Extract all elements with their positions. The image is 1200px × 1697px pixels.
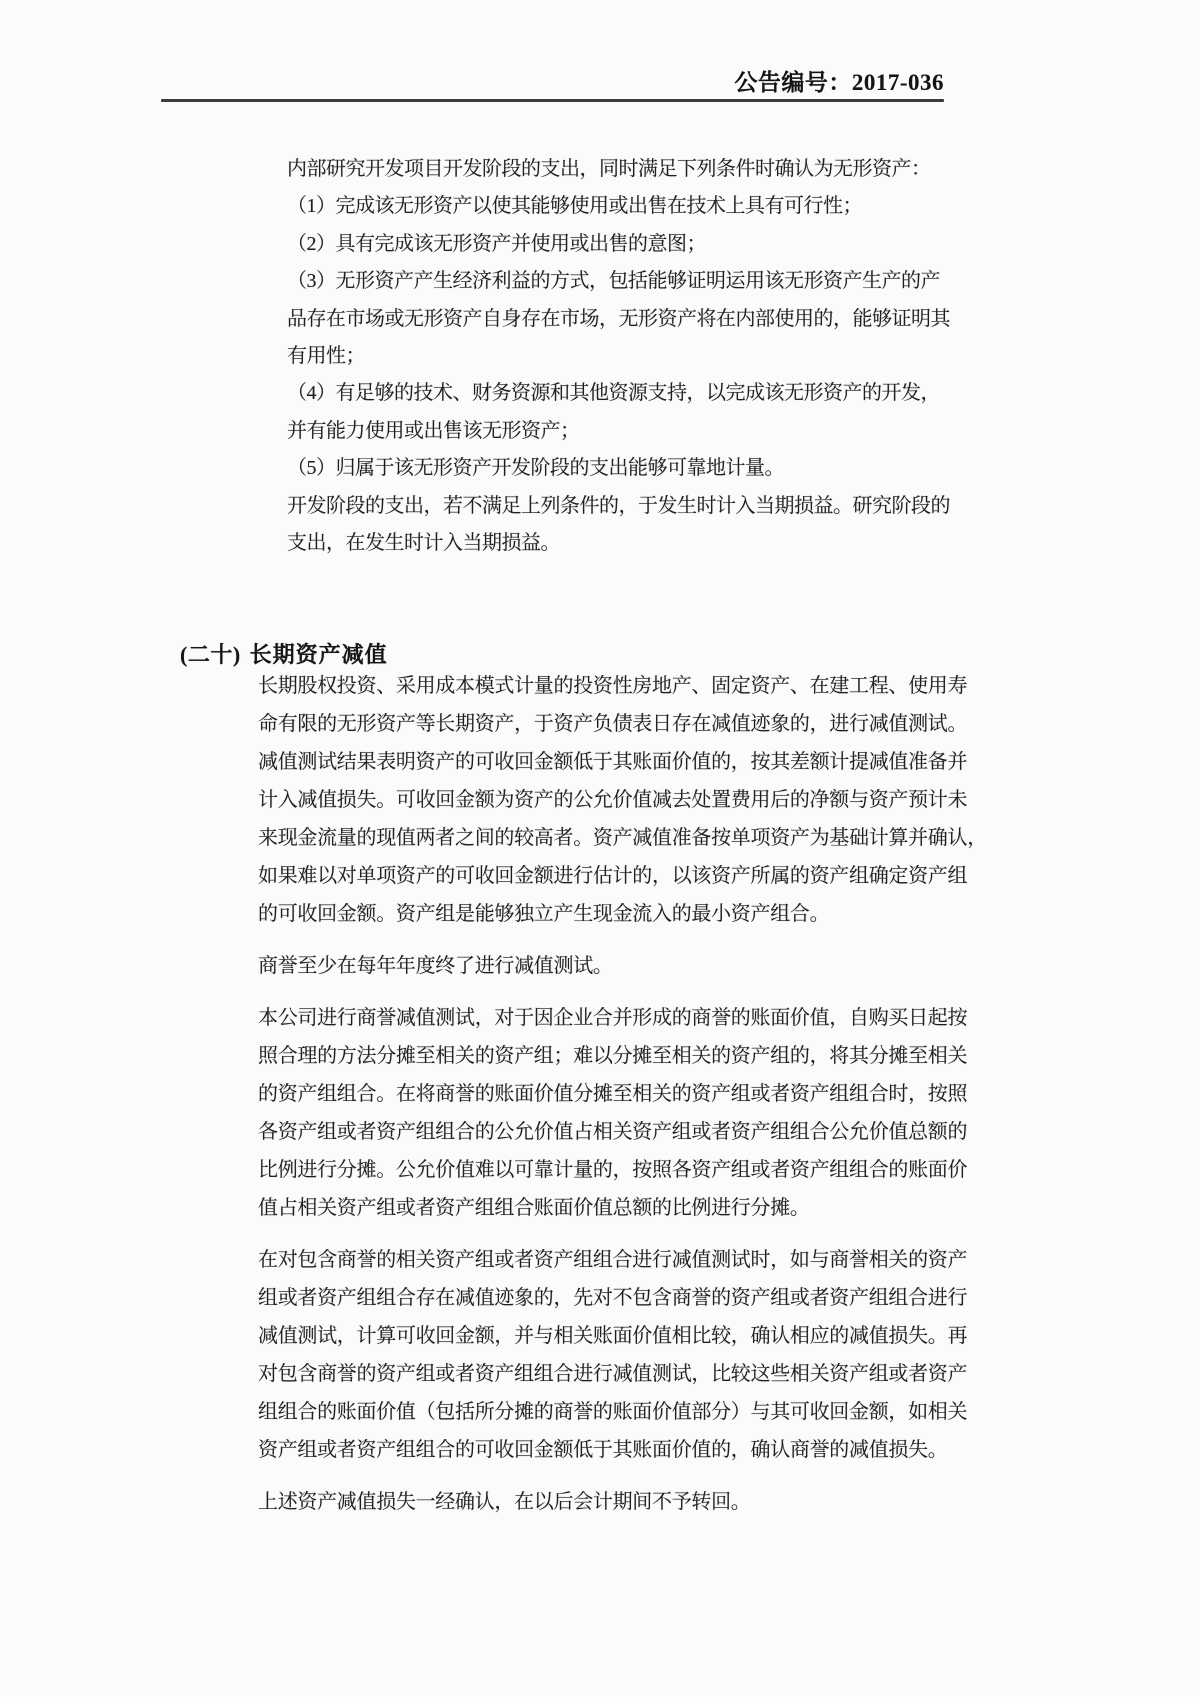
section-20-heading bbox=[180, 638, 388, 669]
section-20-number: (二十) bbox=[180, 642, 241, 667]
header-rule bbox=[161, 99, 944, 102]
text-line: 来现金流量的现值两者之间的较高者。资产减值准备按单项资产为基础计算并确认， bbox=[258, 827, 987, 849]
section-20-body bbox=[258, 667, 987, 1535]
text-line: （4）有足够的技术、财务资源和其他资源支持，以完成该无形资产的开发， bbox=[287, 382, 940, 405]
text-line: 的可收回金额。资产组是能够独立产生现金流入的最小资产组合。 bbox=[258, 903, 830, 925]
text-line: 有用性； bbox=[287, 344, 365, 367]
text-line: 对包含商誉的资产组或者资产组组合进行减值测试，比较这些相关资产组或者资产 bbox=[258, 1363, 968, 1385]
text-line: 上述资产减值损失一经确认，在以后会计期间不予转回。 bbox=[258, 1491, 751, 1513]
text-line: 品存在市场或无形资产自身存在市场，无形资产将在内部使用的，能够证明其 bbox=[287, 307, 950, 330]
text-line: 本公司进行商誉减值测试，对于因企业合并形成的商誉的账面价值，自购买日起按 bbox=[258, 1007, 968, 1029]
paragraph bbox=[258, 1483, 974, 1521]
intangible-asset-criteria-block bbox=[287, 151, 955, 562]
text-line: 组组合的账面价值（包括所分摊的商誉的账面价值部分）与其可收回金额，如相关 bbox=[258, 1401, 968, 1423]
text-line: 商誉至少在每年年度终了进行减值测试。 bbox=[258, 955, 613, 977]
text-line: （1）完成该无形资产以使其能够使用或出售在技术上具有可行性； bbox=[287, 195, 862, 218]
text-line: 组或者资产组组合存在减值迹象的，先对不包含商誉的资产组或者资产组组合进行 bbox=[258, 1287, 968, 1309]
section-20-title: 长期资产减值 bbox=[249, 642, 388, 667]
text-line: 照合理的方法分摊至相关的资产组；难以分摊至相关的资产组的，将其分摊至相关 bbox=[258, 1045, 968, 1067]
text-line: （5）归属于该无形资产开发阶段的支出能够可靠地计量。 bbox=[287, 457, 784, 480]
text-line: 计入减值损失。可收回金额为资产的公允价值减去处置费用后的净额与资产预计未 bbox=[258, 789, 968, 811]
text-line: 长期股权投资、采用成本模式计量的投资性房地产、固定资产、在建工程、使用寿 bbox=[258, 675, 968, 697]
text-line: 各资产组或者资产组组合的公允价值占相关资产组或者资产组组合公允价值总额的 bbox=[258, 1121, 968, 1143]
text-line: （3）无形资产产生经济利益的方式，包括能够证明运用该无形资产生产的产 bbox=[287, 270, 940, 293]
announcement-number: 公告编号：2017-036 bbox=[734, 70, 944, 95]
text-line: （2）具有完成该无形资产并使用或出售的意图； bbox=[287, 232, 706, 255]
text-line: 内部研究开发项目开发阶段的支出，同时满足下列条件时确认为无形资产： bbox=[287, 158, 931, 180]
paragraph bbox=[258, 1241, 974, 1469]
text-line: 支出，在发生时计入当期损益。 bbox=[287, 531, 560, 554]
text-line: 并有能力使用或出售该无形资产； bbox=[287, 419, 580, 442]
text-line: 资产组或者资产组组合的可收回金额低于其账面价值的，确认商誉的减值损失。 bbox=[258, 1439, 948, 1461]
text-line: 减值测试结果表明资产的可收回金额低于其账面价值的，按其差额计提减值准备并 bbox=[258, 751, 968, 773]
text-line: 的资产组组合。在将商誉的账面价值分摊至相关的资产组或者资产组组合时，按照 bbox=[258, 1083, 968, 1105]
paragraph bbox=[258, 999, 974, 1227]
text-line: 命有限的无形资产等长期资产，于资产负债表日存在减值迹象的，进行减值测试。 bbox=[258, 713, 968, 735]
text-line: 在对包含商誉的相关资产组或者资产组组合进行减值测试时，如与商誉相关的资产 bbox=[258, 1249, 968, 1271]
text-line: 开发阶段的支出，若不满足上列条件的，于发生时计入当期损益。研究阶段的 bbox=[287, 494, 950, 517]
text-line: 如果难以对单项资产的可收回金额进行估计的，以该资产所属的资产组确定资产组 bbox=[258, 865, 968, 887]
text-line: 减值测试，计算可收回金额，并与相关账面价值相比较，确认相应的减值损失。再 bbox=[258, 1325, 968, 1347]
paragraph bbox=[258, 947, 974, 985]
paragraph bbox=[258, 667, 987, 933]
text-line: 值占相关资产组或者资产组组合账面价值总额的比例进行分摊。 bbox=[258, 1197, 810, 1219]
text-line: 比例进行分摊。公允价值难以可靠计量的，按照各资产组或者资产组组合的账面价 bbox=[258, 1159, 968, 1181]
